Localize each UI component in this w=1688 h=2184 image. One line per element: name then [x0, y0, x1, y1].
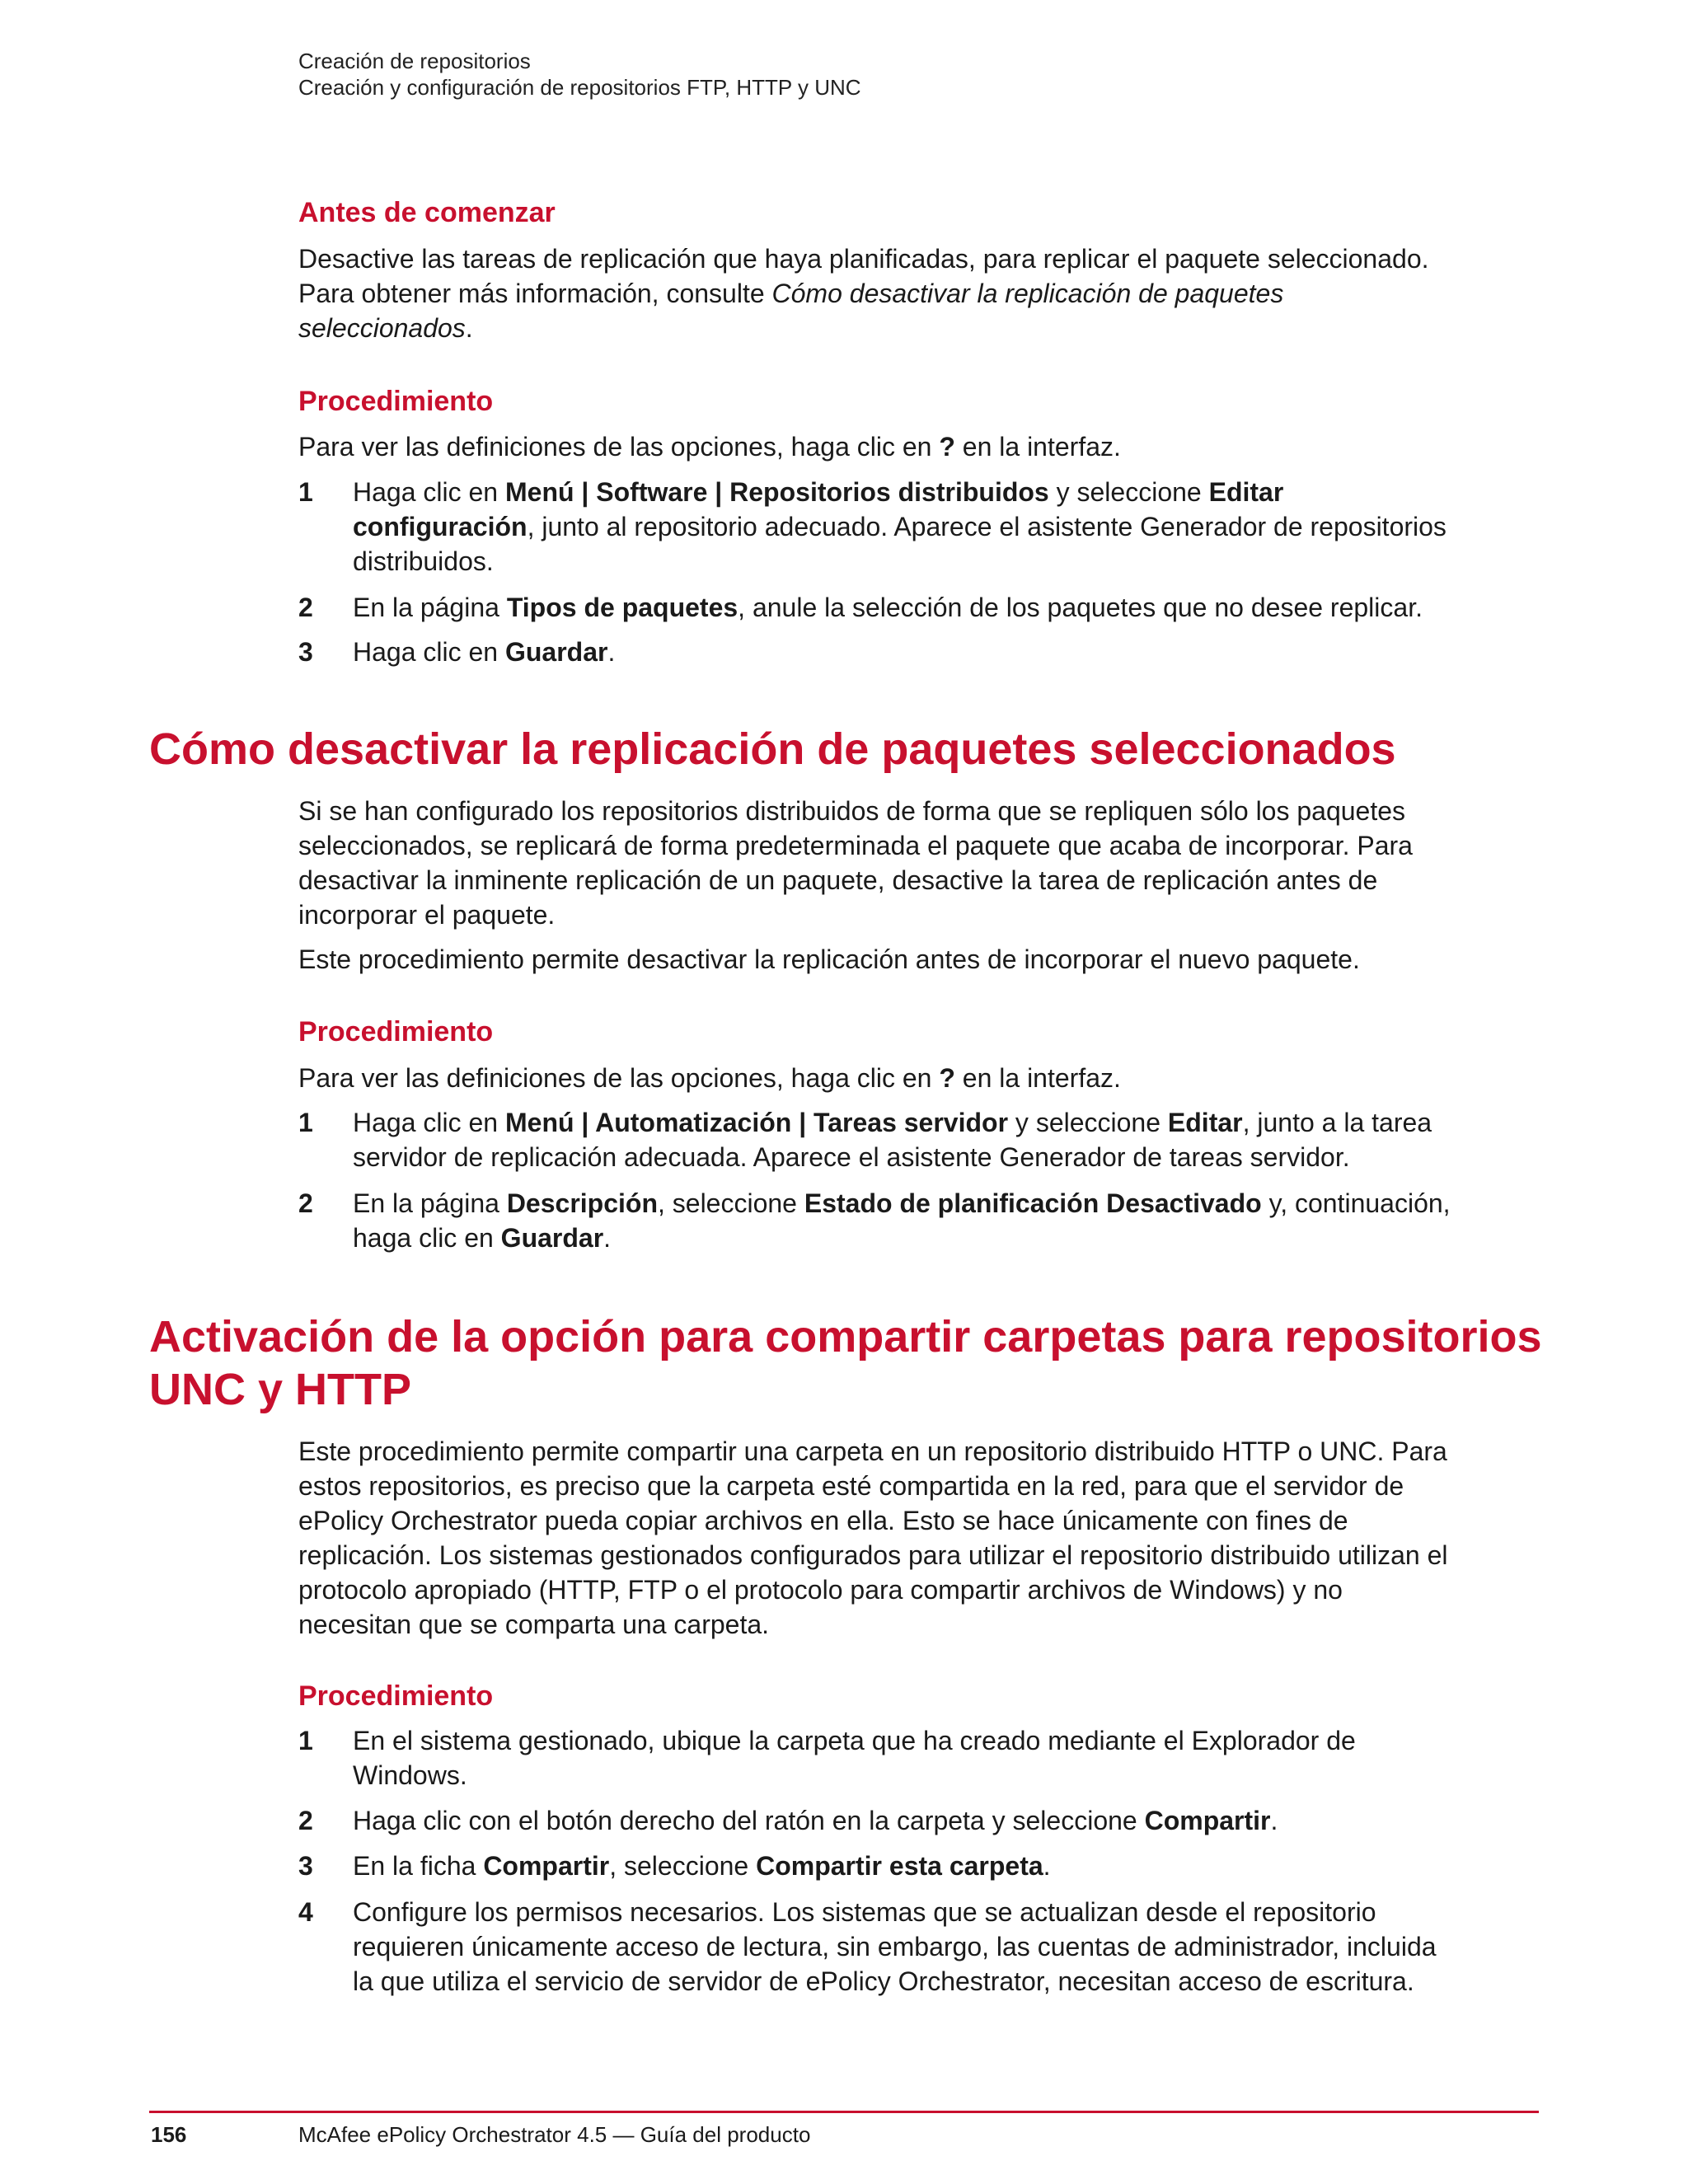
body-paragraph: Si se han configurado los repositorios distribuidos de forma que se repliquen sólo los paquetes seleccionados, se replicará de forma predeterminada el paquete que acaba de incorporar. Para desactivar la inminente replicación de un paquete, desactive la tarea de replicación antes de incorporar el paquete.	[298, 796, 1413, 930]
procedure-heading: Procedimiento	[298, 1680, 494, 1712]
body-text: en la interfaz.	[954, 432, 1121, 462]
instruction-text: .	[1043, 1851, 1051, 1881]
body-text: Desactive las tareas de replicación que haya planificadas, para replicar el paquete seleccionado. Para obtener más información, consulte	[298, 244, 1429, 308]
step-number: 3	[298, 1851, 313, 1881]
chapter-title: Creación de repositorios	[298, 49, 531, 73]
step-text	[298, 1803, 1452, 1838]
ui-element-name: Compartir	[1144, 1806, 1271, 1835]
ui-element-name: Compartir	[483, 1851, 610, 1881]
running-header	[298, 48, 861, 101]
instruction-text: En el sistema gestionado, ubique la carpeta que ha creado mediante el Explorador de Windows.	[353, 1726, 1356, 1790]
step-text	[298, 1895, 1452, 1999]
ui-element-name: Guardar	[500, 1223, 604, 1253]
body-text: .	[465, 313, 473, 343]
procedure-step	[298, 1105, 1452, 1174]
ui-element-name: Menú | Software | Repositorios distribuidos	[504, 477, 1049, 507]
step-text	[298, 475, 1452, 579]
step-number: 2	[298, 1806, 313, 1835]
help-symbol: ?	[939, 432, 955, 462]
section-title: Creación y configuración de repositorios FTP, HTTP y UNC	[298, 75, 861, 100]
step-text	[298, 1849, 1452, 1883]
instruction-text: , seleccione	[609, 1851, 757, 1881]
procedure-step	[298, 1803, 1452, 1838]
ui-element-name: Estado de planificación Desactivado	[804, 1188, 1262, 1218]
instruction-text: En la ficha	[353, 1851, 484, 1881]
step-text	[298, 635, 1452, 669]
step-number: 2	[298, 1188, 313, 1218]
procedure-step	[298, 635, 1452, 669]
step-number: 3	[298, 637, 313, 667]
procedure-heading: Procedimiento	[298, 386, 494, 417]
instruction-text: y, continuación, haga clic en	[353, 1188, 1451, 1253]
ui-element-name: Menú | Automatización | Tareas servidor	[504, 1108, 1009, 1137]
instruction-text: En la página	[353, 593, 507, 622]
step-number: 1	[298, 1726, 313, 1755]
instruction-text: y seleccione	[1048, 477, 1209, 507]
instruction-text: y seleccione	[1008, 1108, 1168, 1137]
section-heading-share-folders: Activación de la opción para compartir carpetas para repositorios UNC y HTTP	[149, 1312, 1542, 1414]
procedure-step	[298, 1849, 1452, 1883]
ui-element-name: Compartir esta carpeta	[756, 1851, 1043, 1881]
ui-element-name: Descripción	[506, 1188, 658, 1218]
instruction-text: .	[603, 1223, 612, 1253]
instruction-text: En la página	[353, 1188, 507, 1218]
step-number: 1	[298, 477, 313, 507]
before-you-begin-heading: Antes de comenzar	[298, 197, 556, 228]
step-text	[298, 1105, 1452, 1174]
step-text	[298, 590, 1452, 625]
body-paragraph: Este procedimiento permite desactivar la replicación antes de incorporar el nuevo paquete.	[298, 944, 1360, 974]
instruction-text: Configure los permisos necesarios. Los sistemas que se actualizan desde el repositorio requieren únicamente acceso de lectura, sin embargo, las cuentas de administrador, incluida la que utiliza el servicio de servidor de ePolicy Orchestrator, necesitan acceso de escritura.	[353, 1897, 1437, 1996]
section-heading-disable-replication: Cómo desactivar la replicación de paquetes seleccionados	[149, 724, 1396, 774]
instruction-text: Haga clic en	[353, 637, 505, 667]
ui-element-name: Editar	[1167, 1108, 1243, 1137]
step-text	[298, 1723, 1452, 1793]
instruction-text: .	[1270, 1806, 1278, 1835]
before-you-begin-paragraph	[298, 241, 1452, 345]
procedure-step	[298, 475, 1452, 579]
procedure-step	[298, 1723, 1452, 1793]
body-text: Para ver las definiciones de las opciones, haga clic en	[298, 1063, 940, 1093]
footer-rule	[149, 2111, 1539, 2113]
page-number: 156	[151, 2122, 187, 2147]
procedure-intro	[298, 1061, 1452, 1095]
ui-element-name: Guardar	[504, 637, 608, 667]
instruction-text: Haga clic en	[353, 1108, 505, 1137]
procedure-step	[298, 1186, 1452, 1255]
instruction-text: , anule la selección de los paquetes que no desee replicar.	[738, 593, 1423, 622]
procedure-heading: Procedimiento	[298, 1016, 494, 1047]
help-symbol: ?	[939, 1063, 955, 1093]
step-number: 2	[298, 593, 313, 622]
instruction-text: , seleccione	[657, 1188, 804, 1218]
instruction-text: Haga clic en	[353, 477, 505, 507]
footer-title: McAfee ePolicy Orchestrator 4.5 — Guía del producto	[298, 2122, 811, 2147]
instruction-text: Haga clic con el botón derecho del ratón en la carpeta y seleccione	[353, 1806, 1145, 1835]
step-text	[298, 1186, 1452, 1255]
ui-element-name: Editar configuración	[353, 477, 1284, 541]
cross-reference: Cómo desactivar la replicación de paquetes seleccionados	[298, 279, 1284, 343]
instruction-text: .	[607, 637, 616, 667]
body-text: Para ver las definiciones de las opciones, haga clic en	[298, 432, 940, 462]
step-number: 1	[298, 1108, 313, 1137]
procedure-step	[298, 590, 1452, 625]
step-number: 4	[298, 1897, 313, 1927]
instruction-text: , junto al repositorio adecuado. Aparece el asistente Generador de repositorios distribuidos.	[353, 512, 1447, 576]
instruction-text: , junto a la tarea servidor de replicación adecuada. Aparece el asistente Generador de tareas servidor.	[353, 1108, 1432, 1172]
body-text: en la interfaz.	[954, 1063, 1121, 1093]
procedure-step	[298, 1895, 1452, 1999]
procedure-intro	[298, 429, 1452, 464]
ui-element-name: Tipos de paquetes	[506, 593, 738, 622]
body-paragraph: Este procedimiento permite compartir una carpeta en un repositorio distribuido HTTP o UNC. Para estos repositorios, es preciso que la carpeta esté compartida en la red, para que el servidor de ePolicy Orchestrator pueda copiar archivos en ella. Esto se hace únicamente con fines de replicación. Los sistemas gestionados configurados para utilizar el repositorio distribuido utilizan el protocolo apropiado (HTTP, FTP o el protocolo para compartir archivos de Windows) y no necesitan que se comparta una carpeta.	[298, 1436, 1448, 1639]
